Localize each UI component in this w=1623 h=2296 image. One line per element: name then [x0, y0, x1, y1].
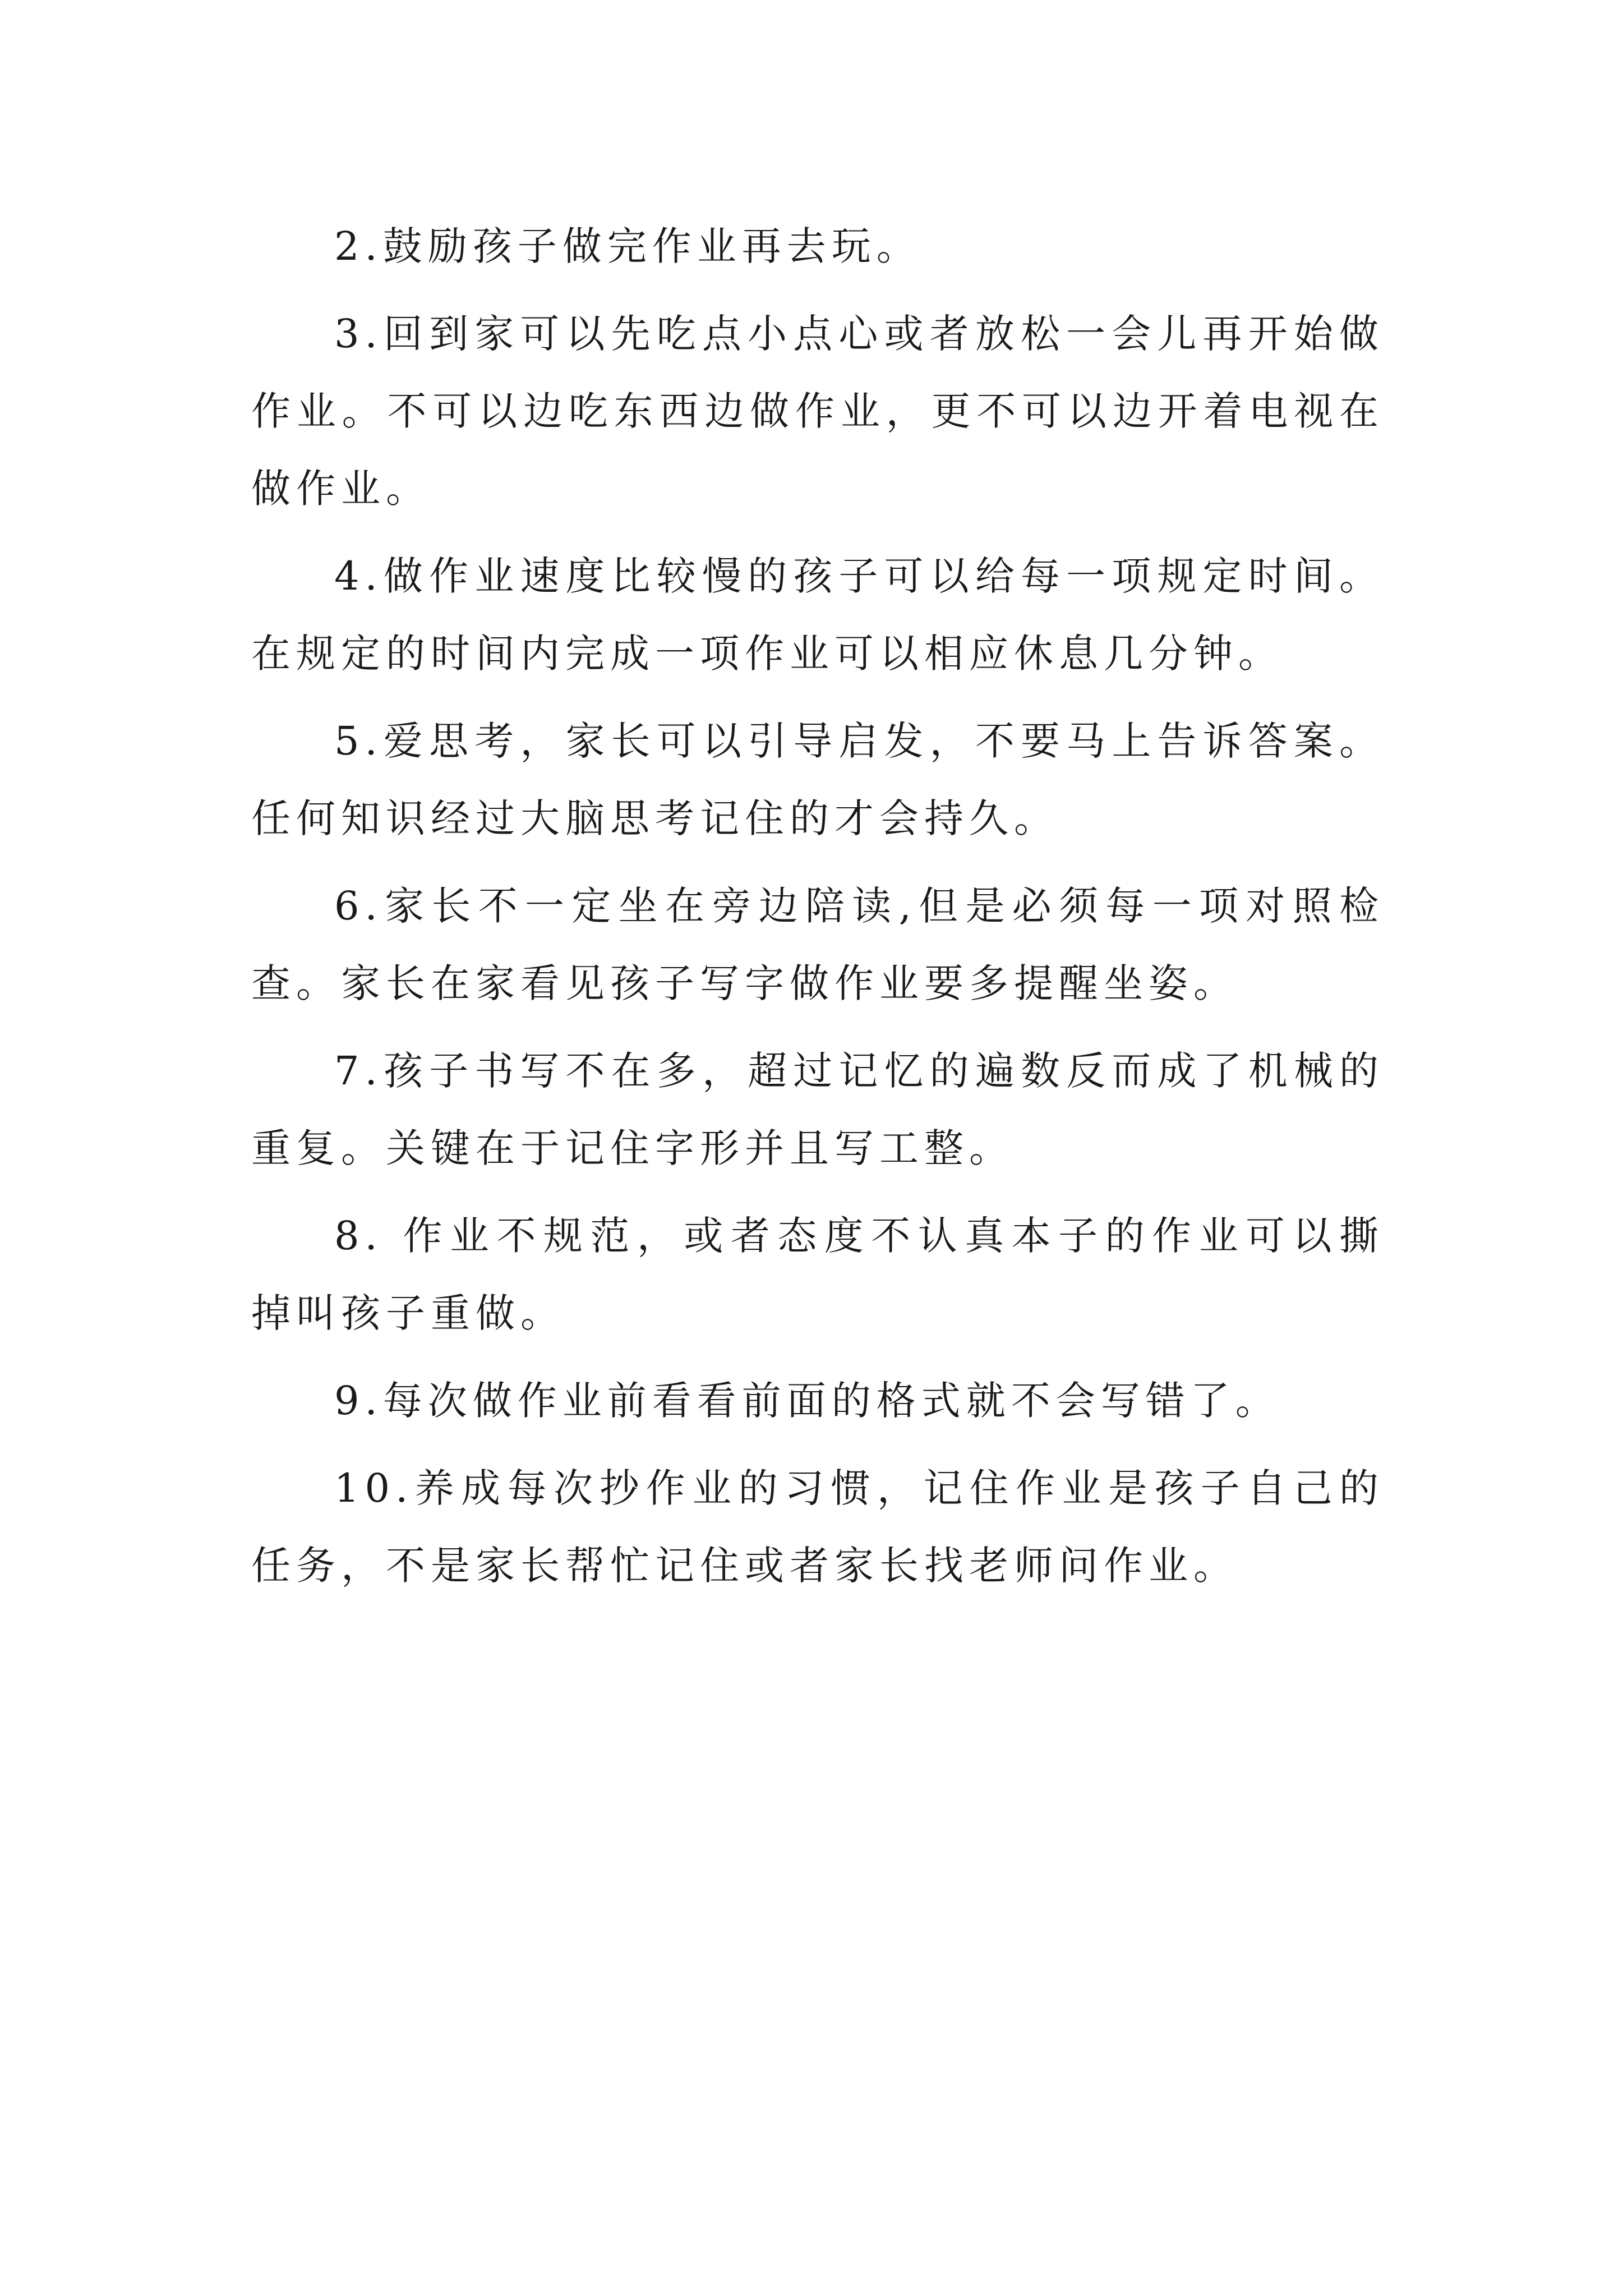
paragraph-item-4: 4.做作业速度比较慢的孩子可以给每一项规定时间。在规定的时间内完成一项作业可以相应休息几分钟。 [251, 553, 1384, 677]
paragraph-item-6: 6.家长不一定坐在旁边陪读,但是必须每一项对照检查。家长在家看见孩子写字做作业要多提醒坐姿。 [251, 883, 1384, 1006]
paragraph-item-9: 9.每次做作业前看看前面的格式就不会写错了。 [334, 1378, 1280, 1424]
paragraph-item-5: 5.爱思考，家长可以引导启发，不要马上告诉答案。任何知识经过大脑思考记住的才会持久。 [251, 718, 1384, 841]
document-body [251, 208, 1384, 1604]
paragraph-item-3: 3.回到家可以先吃点小点心或者放松一会儿再开始做作业。不可以边吃东西边做作业，更不可以边开着电视在做作业。 [251, 311, 1384, 512]
paragraph-item-2: 2.鼓励孩子做完作业再去玩。 [334, 223, 921, 269]
paragraph-item-8: 8. 作业不规范，或者态度不认真本子的作业可以撕掉叫孩子重做。 [251, 1213, 1384, 1336]
paragraph-item-7: 7.孩子书写不在多，超过记忆的遍数反而成了机械的重复。关键在于记住字形并且写工整。 [251, 1048, 1384, 1171]
paragraph-item-10: 10.养成每次抄作业的习惯，记住作业是孩子自己的任务，不是家长帮忙记住或者家长找老师问作业。 [251, 1465, 1384, 1589]
